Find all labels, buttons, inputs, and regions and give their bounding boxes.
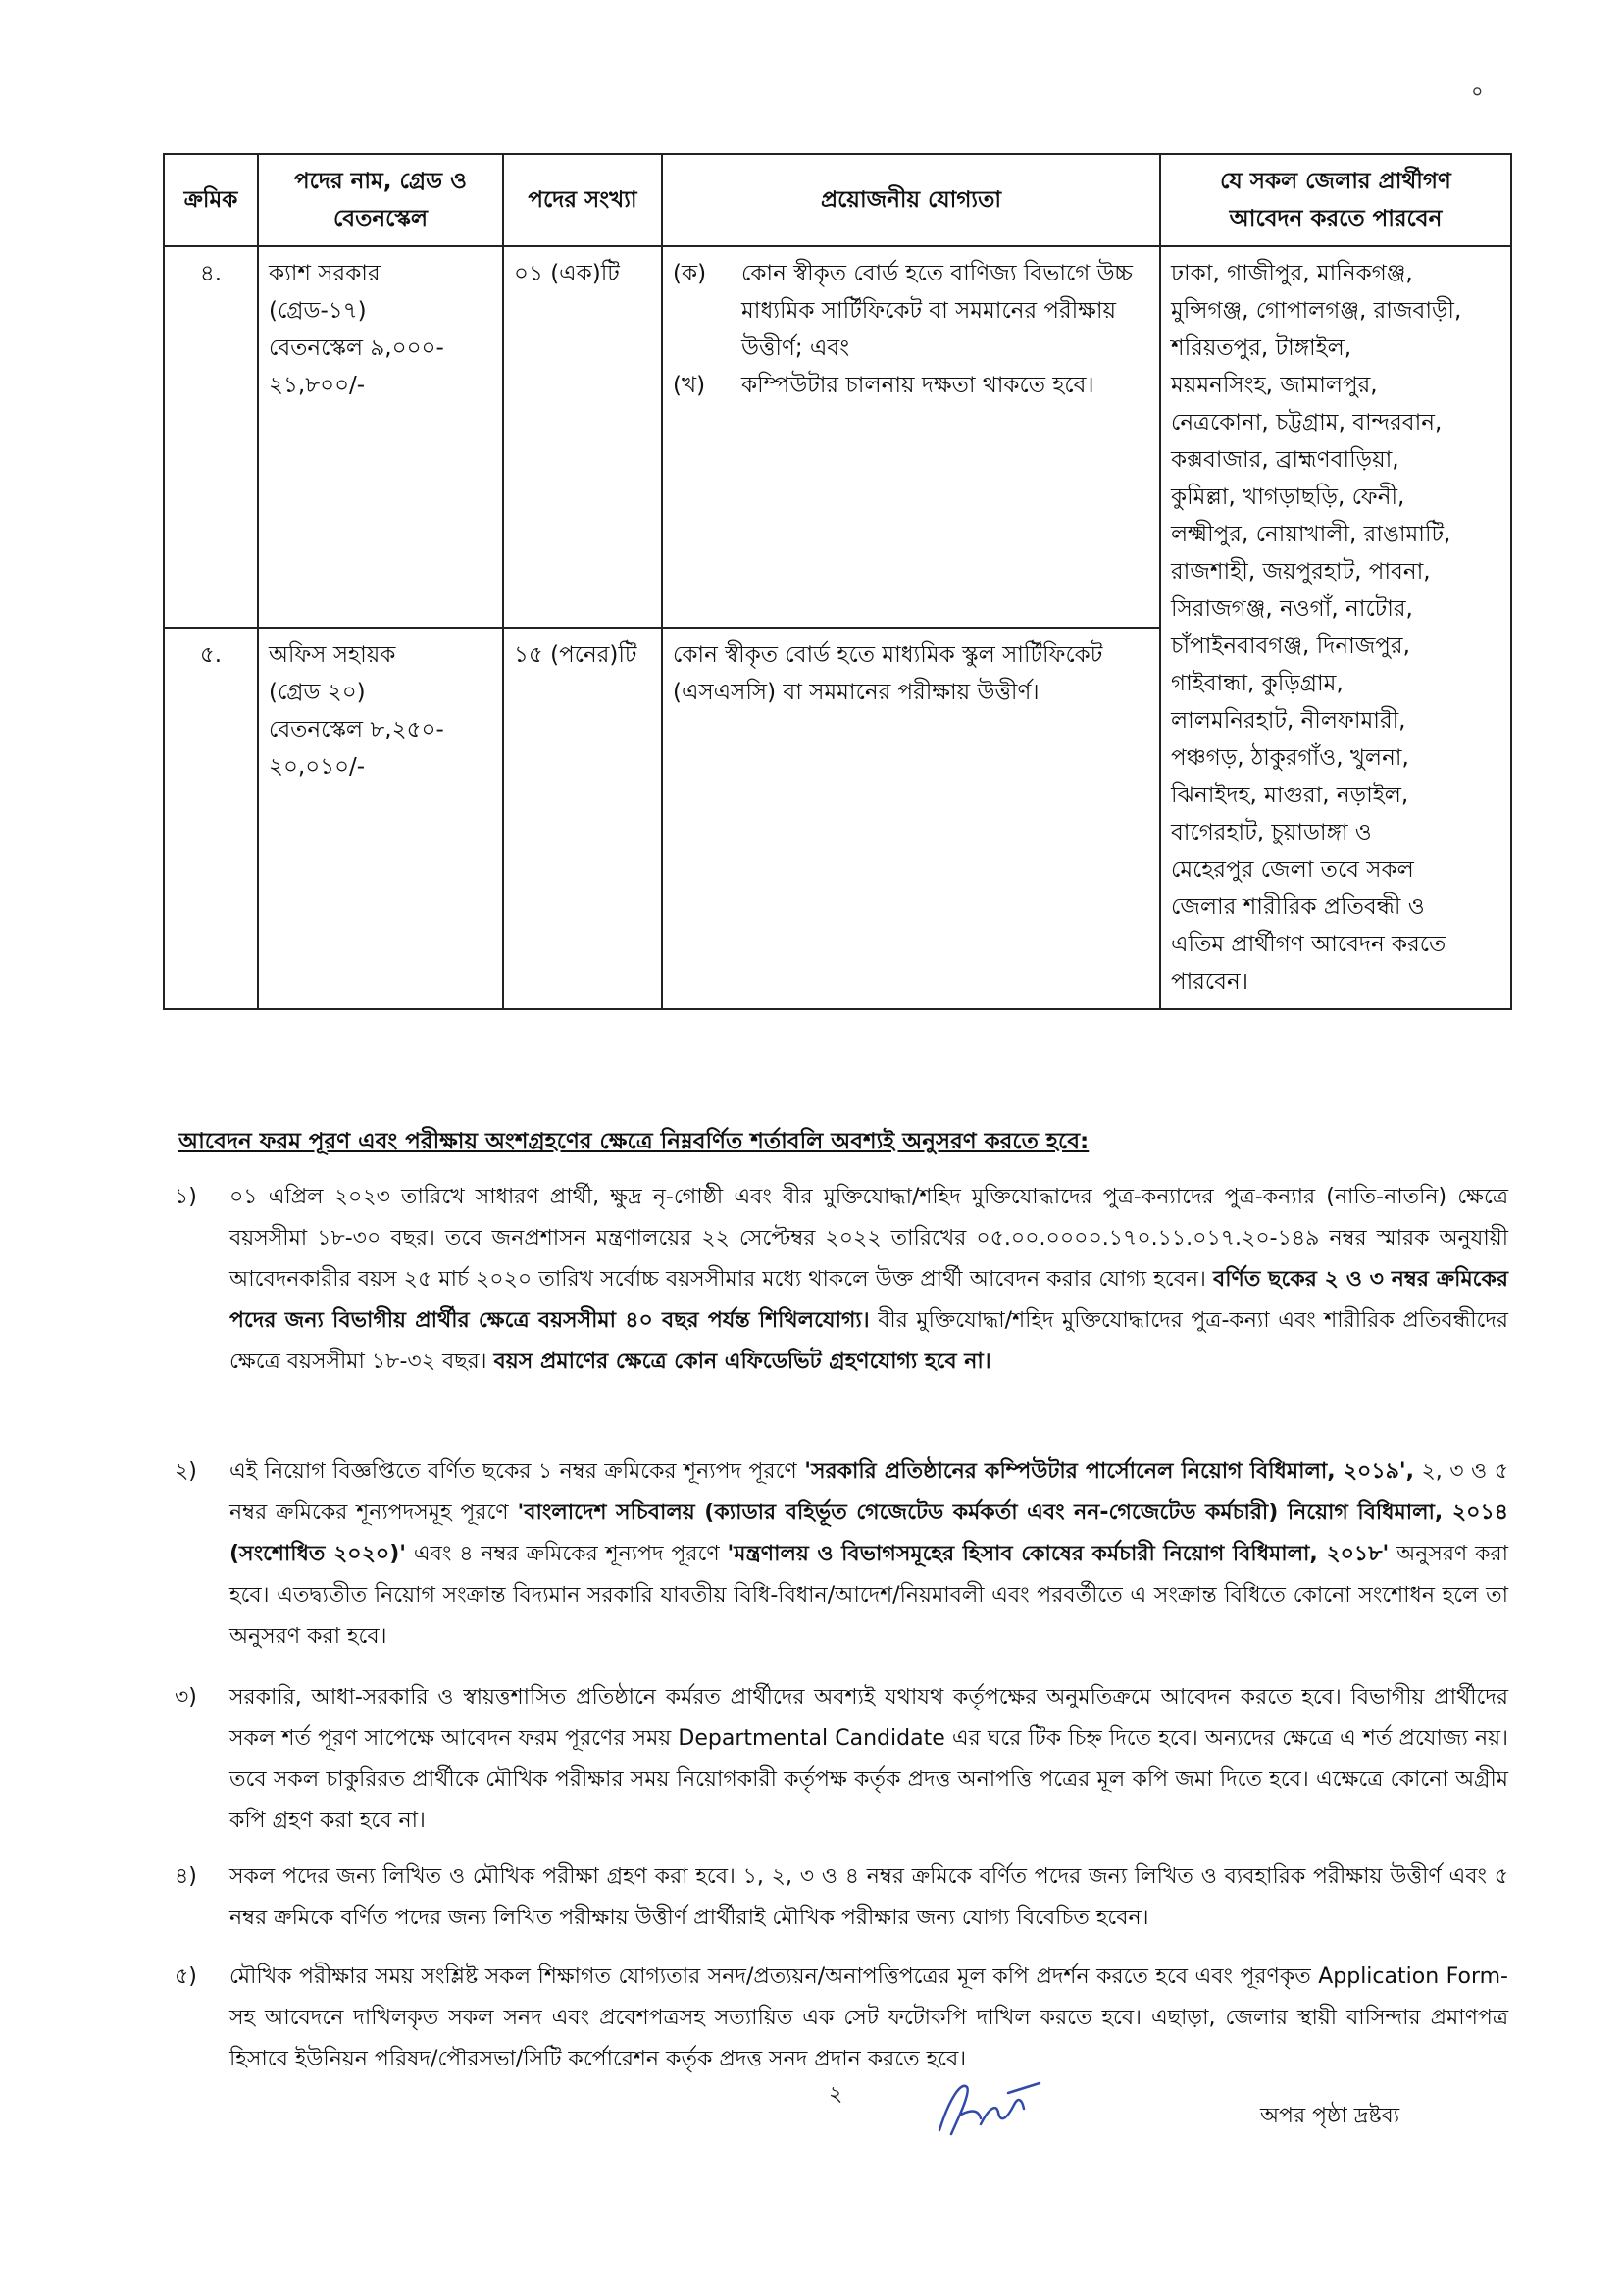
district-line: সিরাজগঞ্জ, নওগাঁ, নাটোর,: [1171, 596, 1413, 622]
condition-text-span: বীর মুক্তিযোদ্ধা/শহিদ মুক্তিযোদ্ধাদের পুত্র-কন্যা এবং শারীরিক প্রতিবন্ধীদের ক্ষেত্রে বয়সসীমা ১৮-৩২ বছর।: [229, 1308, 1509, 1374]
district-line: লক্ষ্মীপুর, নোয়াখালী, রাঙামাটি,: [1171, 522, 1451, 547]
count-cell: ১৫ (পনের)টি: [503, 628, 662, 1009]
condition-number: ১): [175, 1185, 197, 1209]
table-row: [164, 246, 1511, 628]
district-line: কক্সবাজার, ব্রাহ্মণবাড়িয়া,: [1171, 447, 1399, 473]
district-line: লালমনিরহাট, নীলফামারী,: [1171, 708, 1406, 734]
qualification-item: [673, 367, 1149, 404]
district-line: ঢাকা, গাজীপুর, মানিকগঞ্জ,: [1171, 261, 1413, 286]
posts-table: [163, 153, 1512, 1010]
qualification-cell: [662, 246, 1160, 628]
condition-text-span: এবং ৪ নম্বর ক্রমিকের শূন্যপদ পূরণে: [413, 1542, 720, 1566]
condition-text: সকল পদের জন্য লিখিত ও মৌখিক পরীক্ষা গ্রহণ করা হবে। ১, ২, ৩ ও ৪ নম্বর ক্রমিকে বর্ণিত পদের জন্য লিখিত ও ব্যবহারিক পরীক্ষায় উত্তীর্ণ এবং ৫ নম্বর ক্রমিকে বর্ণিত পদের জন্য লিখিত পরীক্ষায় উত্তীর্ণ প্রার্থীরাই মৌখিক পরীক্ষার জন্য যোগ্য বিবেচিত হবেন।: [229, 1864, 1508, 1930]
header-districts: [1160, 154, 1511, 246]
header-qualification: প্রয়োজনীয় যোগ্যতা: [662, 154, 1160, 246]
corner-mark: ⸰: [1471, 80, 1484, 105]
condition-number: ৪): [175, 1864, 197, 1889]
district-line: গাইবান্ধা, কুড়িগ্রাম,: [1171, 671, 1344, 696]
post-cell: [258, 628, 503, 1009]
condition-item: [175, 1677, 1508, 1842]
qualification-label: (ক): [673, 261, 707, 286]
header-serial: ক্রমিক: [164, 154, 258, 246]
condition-text-span: অনুসরণ করা হবে। এতদ্ব্যতীত নিয়োগ সংক্রান্ত বিদ্যমান সরকারি যাবতীয় বিধি-বিধান/আদেশ/নিয়মাবলী এবং পরবর্তীতে এ সংক্রান্ত বিধিতে কোনো সংশোধন হলে তা অনুসরণ করা হবে।: [229, 1542, 1508, 1649]
condition-bold-text: 'সরকারি প্রতিষ্ঠানের কম্পিউটার পার্সোনেল নিয়োগ বিধিমালা, ২০১৯',: [804, 1459, 1414, 1484]
condition-text-span: এই নিয়োগ বিজ্ঞপ্তিতে বর্ণিত ছকের ১ নম্বর ক্রমিকের শূন্যপদ পূরণে: [229, 1459, 797, 1484]
district-line: পঞ্চগড়, ঠাকুরগাঁও, খুলনা,: [1171, 745, 1409, 771]
conditions-heading: আবেদন ফরম পূরণ এবং পরীক্ষায় অংশগ্রহণের ক্ষেত্রে নিম্নবর্ণিত শর্তাবলি অবশ্যই অনুসরণ করতে হবে:: [178, 1129, 1090, 1154]
header-post: [258, 154, 503, 246]
condition-item: [175, 1957, 1508, 2080]
post-line: বেতনস্কেল ৮,২৫০-: [269, 717, 444, 742]
post-line: ২১,৮০০/-: [269, 373, 366, 398]
qualification-text: কম্পিউটার চালনায় দক্ষতা থাকতে হবে।: [741, 373, 1094, 398]
post-line: ২০,০১০/-: [269, 754, 366, 780]
qualification-label: (খ): [673, 373, 706, 398]
condition-number: ২): [175, 1459, 197, 1484]
condition-number: ৩): [175, 1685, 197, 1709]
district-line: বাগেরহাট, চুয়াডাঙ্গা ও: [1171, 820, 1372, 845]
qualification-text: কোন স্বীকৃত বোর্ড হতে বাণিজ্য বিভাগে উচ্চ মাধ্যমিক সার্টিফিকেট বা সমমানের পরীক্ষায় উত্তীর্ণ; এবং: [741, 261, 1134, 361]
district-line: ঝিনাইদহ, মাগুরা, নড়াইল,: [1171, 783, 1409, 808]
district-line: মেহেরপুর জেলা তবে সকল: [1171, 857, 1414, 883]
signature-icon: [932, 2069, 1049, 2148]
header-count: পদের সংখ্যা: [503, 154, 662, 246]
condition-text: [229, 1452, 1508, 1657]
condition-number: ৫): [175, 1964, 197, 1989]
condition-text: মৌখিক পরীক্ষার সময় সংশ্লিষ্ট সকল শিক্ষাগত যোগ্যতার সনদ/প্রত্যয়ন/অনাপত্তিপত্রের মূল কপি প্রদর্শন করতে হবে এবং পূরণকৃত Application Form-সহ আবেদনে দাখিলকৃত সকল সনদ এবং প্রবেশপত্রসহ সত্যায়িত এক সেট ফটোকপি দাখিল করতে হবে। এছাড়া, জেলার স্থায়ী বাসিন্দার প্রমাণপত্র হিসাবে ইউনিয়ন পরিষদ/পৌরসভা/সিটি কর্পোরেশন কর্তৃক প্রদত্ত সনদ প্রদান করতে হবে।: [229, 1964, 1509, 2071]
serial-cell: ৫.: [164, 628, 258, 1009]
post-line: (গ্রেড ২০): [269, 680, 366, 705]
post-cell: [258, 246, 503, 628]
qualification-item: [673, 255, 1149, 367]
district-line: রাজশাহী, জয়পুরহাট, পাবনা,: [1171, 559, 1431, 585]
condition-item: [175, 1177, 1508, 1383]
header-districts-line: আবেদন করতে পারবেন: [1229, 206, 1443, 231]
post-line: অফিস সহায়ক: [269, 642, 396, 668]
districts-cell: [1160, 246, 1511, 1009]
district-line: এতিম প্রার্থীগণ আবেদন করতে: [1171, 932, 1446, 957]
district-line: পারবেন।: [1171, 969, 1248, 994]
district-line: নেত্রকোনা, চট্টগ্রাম, বান্দরবান,: [1171, 410, 1443, 435]
condition-item: [175, 1452, 1508, 1657]
condition-bold-text: 'বাংলাদেশ সচিবালয় (ক্যাডার বহির্ভূত গেজেটেড কর্মকর্তা এবং নন-গেজেটেড কর্মচারী) নিয়োগ বিধিমালা, ২০১৪ (সংশোধিত ২০২০)': [229, 1501, 1508, 1566]
post-line: ক্যাশ সরকার: [269, 261, 381, 286]
serial-cell: ৪.: [164, 246, 258, 628]
count-cell: ০১ (এক)টি: [503, 246, 662, 628]
district-line: কুমিল্লা, খাগড়াছড়ি, ফেনী,: [1171, 484, 1405, 510]
condition-text: [229, 1177, 1508, 1383]
district-line: মুন্সিগঞ্জ, গোপালগঞ্জ, রাজবাড়ী,: [1171, 298, 1462, 324]
condition-text: সরকারি, আধা-সরকারি ও স্বায়ত্তশাসিত প্রতিষ্ঠানে কর্মরত প্রার্থীদের অবশ্যই যথাযথ কর্তৃপক্ষের অনুমতিক্রমে আবেদন করতে হবে। বিভাগীয় প্রার্থীদের সকল শর্ত পূরণ সাপেক্ষে আবেদন ফরম পূরণের সময় Departmental Candidate এর ঘরে টিক চিহ্ন দিতে হবে। অন্যদের ক্ষেত্রে এ শর্ত প্রযোজ্য নয়। তবে সকল চাকুরিরত প্রার্থীকে মৌখিক পরীক্ষার সময় নিয়োগকারী কর্তৃপক্ষ কর্তৃক প্রদত্ত অনাপত্তি পত্রের মূল কপি জমা দিতে হবে। এক্ষেত্রে কোনো অগ্রীম কপি গ্রহণ করা হবে না।: [229, 1685, 1508, 1833]
condition-bold-text: বয়স প্রমাণের ক্ষেত্রে কোন এফিডেভিট গ্রহণযোগ্য হবে না।: [493, 1350, 991, 1374]
qualification-cell: কোন স্বীকৃত বোর্ড হতে মাধ্যমিক স্কুল সার্টিফিকেট (এসএসসি) বা সমমানের পরীক্ষায় উত্তীর্ণ।: [662, 628, 1160, 1009]
condition-bold-text: বর্ণিত ছকের ২ ও ৩ নম্বর ক্রমিকের পদের জন্য বিভাগীয় প্রার্থীর ক্ষেত্রে বয়সসীমা ৪০ বছর পর্যন্ত শিথিলযোগ্য।: [229, 1267, 1508, 1333]
condition-text-span: ২, ৩ ও ৫ নম্বর ক্রমিকের শূন্যপদসমূহ পূরণে: [229, 1459, 1508, 1525]
page-number: ২: [829, 2082, 843, 2107]
turn-over-note: অপর পৃষ্ঠা দ্রষ্টব্য: [1260, 2104, 1400, 2128]
district-line: চাঁপাইনবাবগঞ্জ, দিনাজপুর,: [1171, 634, 1410, 659]
condition-item: [175, 1857, 1508, 1939]
post-line: (গ্রেড-১৭): [269, 298, 367, 324]
district-line: ময়মনসিংহ, জামালপুর,: [1171, 373, 1378, 398]
table-header-row: [164, 154, 1511, 246]
condition-text-span: ০১ এপ্রিল ২০২৩ তারিখে সাধারণ প্রার্থী, ক্ষুদ্র নৃ-গোষ্ঠী এবং বীর মুক্তিযোদ্ধা/শহিদ মুক্তিযোদ্ধাদের পুত্র-কন্যাদের পুত্র-কন্যার (নাতি-নাতনি) ক্ষেত্রে বয়সসীমা ১৮-৩০ বছর। তবে জনপ্রশাসন মন্ত্রণালয়ের ২২ সেপ্টেম্বর ২০২২ তারিখের ০৫.০০.০০০০.১৭০.১১.০১৭.২০-১৪৯ নম্বর স্মারক অনুযায়ী আবেদনকারীর বয়স ২৫ মার্চ ২০২০ তারিখ সর্বোচ্চ বয়সসীমার মধ্যে থাকলে উক্ত প্রার্থী আবেদন করার যোগ্য হবেন।: [229, 1185, 1508, 1292]
post-line: বেতনস্কেল ৯,০০০-: [269, 335, 444, 361]
header-post-line: বেতনস্কেল: [332, 206, 429, 231]
district-line: শরিয়তপুর, টাঙ্গাইল,: [1171, 335, 1352, 361]
district-line: জেলার শারীরিক প্রতিবন্ধী ও: [1171, 894, 1425, 920]
condition-bold-text: 'মন্ত্রণালয় ও বিভাগসমূহের হিসাব কোষের কর্মচারী নিয়োগ বিধিমালা, ২০১৮': [727, 1542, 1390, 1566]
header-districts-line: যে সকল জেলার প্রার্থীগণ: [1220, 169, 1451, 194]
header-post-line: পদের নাম, গ্রেড ও: [294, 169, 467, 194]
